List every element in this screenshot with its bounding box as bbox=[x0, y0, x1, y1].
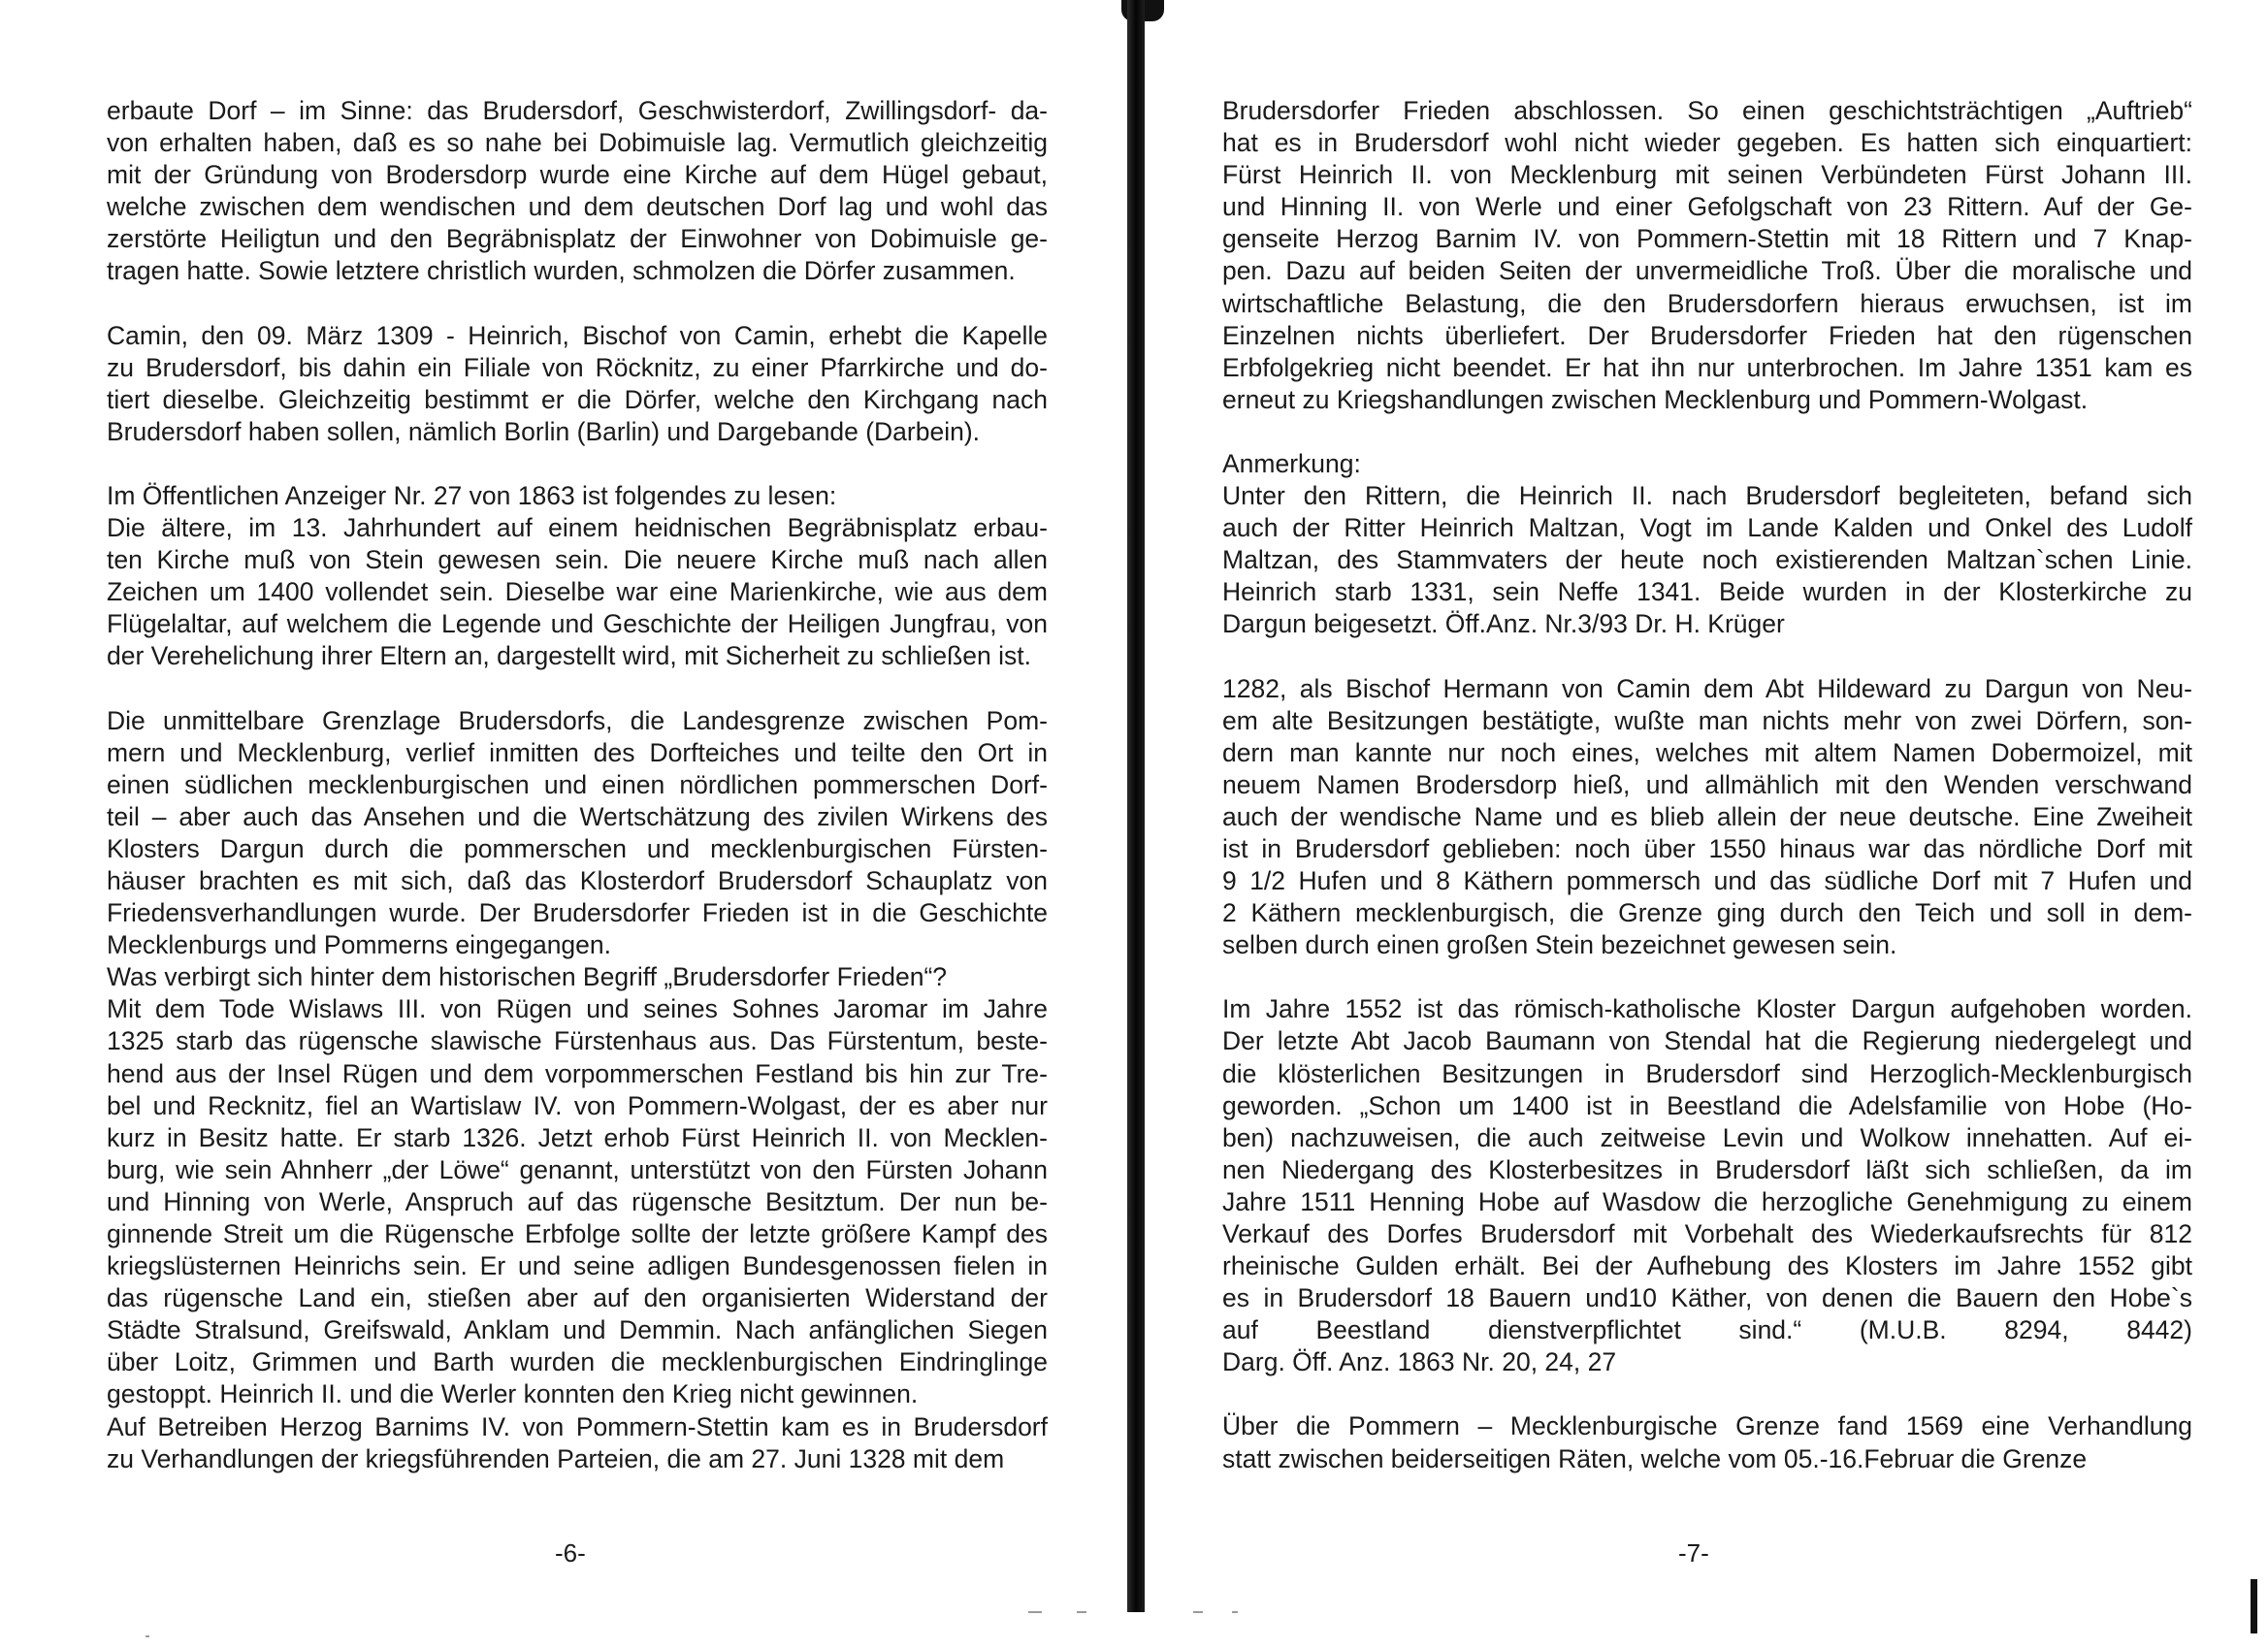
text-line: gestoppt. Heinrich II. und die Werler konnten den Krieg nicht gewinnen. bbox=[107, 1379, 919, 1409]
paragraph bbox=[1222, 1410, 2192, 1474]
text-line: das rügensche Land ein, stießen aber auf den organisierten Widerstand der bbox=[107, 1283, 1048, 1313]
text-line: auch der wendische Name und es blieb allein der neue deutsche. Eine Zweiheit bbox=[1222, 801, 2192, 831]
paragraph bbox=[1222, 95, 2192, 416]
text-line: 1282, als Bischof Hermann von Camin dem Abt Hildeward zu Dargun von Neu- bbox=[1222, 673, 2192, 703]
text-line: bel und Recknitz, fiel an Wartislaw IV. von Pommern-Wolgast, der es aber nur bbox=[107, 1090, 1048, 1120]
left-page bbox=[0, 0, 1133, 1649]
text-line: häuser brachten es mit sich, daß das Klosterdorf Brudersdorf Schauplatz von bbox=[107, 865, 1048, 895]
text-line: 9 1/2 Hufen und 8 Käthern pommersch und das südliche Dorf mit 7 Hufen und bbox=[1222, 866, 2192, 896]
text-line: kurz in Besitz hatte. Er starb 1326. Jetzt erhob Fürst Heinrich II. von Mecklen- bbox=[107, 1122, 1048, 1152]
text-line: und Hinning II. von Werle und einer Gefolgschaft von 23 Rittern. Auf der Ge- bbox=[1222, 192, 2192, 222]
text-line: Anmerkung: bbox=[1222, 448, 1361, 478]
text-line: geworden. „Schon um 1400 ist in Beestland die Adelsfamilie von Hobe (Ho- bbox=[1222, 1090, 2192, 1120]
text-line: welche zwischen dem wendischen und dem deutschen Dorf lag und wohl das bbox=[107, 192, 1048, 222]
text-line: Friedensverhandlungen wurde. Der Brudersdorfer Frieden ist in die Geschichte bbox=[107, 898, 1048, 928]
text-line: mit der Gründung von Brodersdorp wurde eine Kirche auf dem Hügel gebaut, bbox=[107, 160, 1048, 190]
paragraph bbox=[1222, 993, 2192, 1378]
text-line: Auf Betreiben Herzog Barnims IV. von Pommern-Stettin kam es in Brudersdorf bbox=[107, 1411, 1048, 1441]
text-line: Die unmittelbare Grenzlage Brudersdorfs, die Landesgrenze zwischen Pom- bbox=[107, 705, 1048, 735]
text-line: genseite Herzog Barnim IV. von Pommern-Stettin mit 18 Rittern und 7 Knap- bbox=[1222, 224, 2192, 254]
text-line: Jahre 1511 Henning Hobe auf Wasdow die herzogliche Genehmigung zu einem bbox=[1222, 1186, 2192, 1216]
text-line: zu Brudersdorf, bis dahin ein Filiale von Röcknitz, zu einer Pfarrkirche und do- bbox=[107, 352, 1048, 382]
paragraph bbox=[107, 480, 1048, 673]
page-number-right: -7- bbox=[1678, 1538, 1709, 1568]
text-line: Fürst Heinrich II. von Mecklenburg mit seinen Verbündeten Fürst Johann III. bbox=[1222, 160, 2192, 190]
left-page-text bbox=[107, 95, 1048, 1475]
text-line: tiert dieselbe. Gleichzeitig bestimmt er die Dörfer, welche den Kirchgang nach bbox=[107, 384, 1048, 414]
text-line: Unter den Rittern, die Heinrich II. nach Brudersdorf begleiteten, befand sich bbox=[1222, 481, 2192, 511]
text-line: statt zwischen beiderseitigen Räten, welche vom 05.-16.Februar die Grenze bbox=[1222, 1443, 2088, 1473]
text-line: Was verbirgt sich hinter dem historischen Begriff „Brudersdorfer Frieden“? bbox=[107, 962, 948, 992]
text-line: Verkauf des Dorfes Brudersdorf mit Vorbehalt des Wiederkaufsrechts für 812 bbox=[1222, 1219, 2192, 1248]
text-line: Im Öffentlichen Anzeiger Nr. 27 von 1863 ist folgendes zu lesen: bbox=[107, 480, 837, 510]
text-line: ben) nachzuweisen, die auch zeitweise Levin und Wolkow innehatten. Auf ei- bbox=[1222, 1122, 2192, 1152]
text-line: zu Verhandlungen der kriegsführenden Parteien, die am 27. Juni 1328 mit dem bbox=[107, 1443, 1005, 1473]
text-line: wirtschaftliche Belastung, die den Brudersdorfern hieraus erwuchsen, ist im bbox=[1222, 288, 2192, 318]
text-line: selben durch einen großen Stein bezeichnet gewesen sein. bbox=[1222, 930, 1897, 960]
text-line: Der letzte Abt Jacob Baumann von Stendal hat die Regierung niedergelegt und bbox=[1222, 1026, 2192, 1056]
text-line: ten Kirche muß von Stein gewesen sein. Die neuere Kirche muß nach allen bbox=[107, 545, 1048, 575]
paragraph bbox=[107, 320, 1048, 448]
book-spine bbox=[1127, 0, 1145, 1612]
right-page-text bbox=[1222, 95, 2192, 1475]
text-line: nen Niedergang des Klosterbesitzes in Brudersdorf läßt sich schließen, da im bbox=[1222, 1154, 2192, 1184]
text-line: mern und Mecklenburg, verlief inmitten des Dorfteiches und teilte den Ort in bbox=[107, 737, 1048, 767]
text-line: ist in Brudersdorf geblieben: noch über 1550 hinaus war das nördliche Dorf mit bbox=[1222, 833, 2192, 863]
text-line: erbaute Dorf – im Sinne: das Brudersdorf, Geschwisterdorf, Zwillingsdorf- da- bbox=[107, 96, 1048, 125]
scan-edge-mark bbox=[2251, 1579, 2257, 1633]
text-line: Klosters Dargun durch die pommerschen und mecklenburgischen Fürsten- bbox=[107, 833, 1048, 863]
paragraph bbox=[1222, 448, 2192, 641]
text-line: kriegslüsternen Heinrichs sein. Er und seine adligen Bundesgenossen fielen in bbox=[107, 1251, 1048, 1281]
text-line: Erbfolgekrieg nicht beendet. Er hat ihn nur unterbrochen. Im Jahre 1351 kam es bbox=[1222, 352, 2192, 382]
text-line: 1325 starb das rügensche slawische Fürstenhaus aus. Das Fürstentum, beste- bbox=[107, 1026, 1048, 1056]
text-line: die klösterlichen Besitzungen in Brudersdorf sind Herzoglich-Mecklenburgisch bbox=[1222, 1058, 2192, 1088]
text-line: Dargun beigesetzt. Öff.Anz. Nr.3/93 Dr. H. Krüger bbox=[1222, 609, 1785, 639]
text-line: rheinische Gulden erhält. Bei der Aufhebung des Klosters im Jahre 1552 gibt bbox=[1222, 1251, 2192, 1281]
text-line: Camin, den 09. März 1309 - Heinrich, Bischof von Camin, erhebt die Kapelle bbox=[107, 320, 1048, 350]
text-line: es in Brudersdorf 18 Bauern und10 Käther, von denen die Bauern den Hobe`s bbox=[1222, 1283, 2192, 1313]
scan-speck bbox=[1193, 1611, 1203, 1613]
text-line: Einzelnen nichts überliefert. Der Brudersdorfer Frieden hat den rügenschen bbox=[1222, 320, 2192, 350]
text-line: erneut zu Kriegshandlungen zwischen Mecklenburg und Pommern-Wolgast. bbox=[1222, 384, 2089, 414]
text-line: auch der Ritter Heinrich Maltzan, Vogt im Lande Kalden und Onkel des Ludolf bbox=[1222, 513, 2192, 543]
scan-speck bbox=[1232, 1611, 1238, 1613]
text-line: der Verehelichung ihrer Eltern an, dargestellt wird, mit Sicherheit zu schließen ist. bbox=[107, 641, 1031, 671]
text-line: von erhalten haben, daß es so nahe bei Dobimuisle lag. Vermutlich gleichzeitig bbox=[107, 128, 1048, 158]
paragraph bbox=[1222, 673, 2192, 962]
text-line: 2 Käthern mecklenburgisch, die Grenze ging durch den Teich und soll in dem- bbox=[1222, 898, 2192, 928]
right-page bbox=[1164, 0, 2268, 1649]
paragraph bbox=[107, 705, 1048, 1475]
text-line: Städte Stralsund, Greifswald, Anklam und Demmin. Nach anfänglichen Siegen bbox=[107, 1315, 1048, 1345]
text-line: über Loitz, Grimmen und Barth wurden die mecklenburgischen Eindringlinge bbox=[107, 1347, 1048, 1377]
text-line: ginnende Streit um die Rügensche Erbfolge sollte der letzte größere Kampf des bbox=[107, 1219, 1048, 1248]
text-line: Mit dem Tode Wislaws III. von Rügen und seines Sohnes Jaromar im Jahre bbox=[107, 994, 1048, 1024]
text-line: Heinrich starb 1331, sein Neffe 1341. Beide wurden in der Klosterkirche zu bbox=[1222, 577, 2192, 607]
text-line: Darg. Öff. Anz. 1863 Nr. 20, 24, 27 bbox=[1222, 1347, 1617, 1377]
text-line: hend aus der Insel Rügen und dem vorpommerschen Festland bis hin zur Tre- bbox=[107, 1058, 1048, 1088]
text-line: hat es in Brudersdorf wohl nicht wieder gegeben. Es hatten sich einquartiert: bbox=[1222, 128, 2192, 158]
scan-speck bbox=[1028, 1611, 1042, 1613]
text-line: Mecklenburgs und Pommerns eingegangen. bbox=[107, 930, 612, 960]
text-line: Brudersdorfer Frieden abschlossen. So einen geschichtsträchtigen „Auftrieb“ bbox=[1222, 96, 2192, 125]
text-line: teil – aber auch das Ansehen und die Wertschätzung des zivilen Wirkens des bbox=[107, 801, 1048, 831]
text-line: Im Jahre 1552 ist das römisch-katholische Kloster Dargun aufgehoben worden. bbox=[1222, 994, 2192, 1024]
text-line: pen. Dazu auf beiden Seiten der unvermeidliche Troß. Über die moralische und bbox=[1222, 256, 2192, 286]
text-line: einen südlichen mecklenburgischen und einen nördlichen pommerschen Dorf- bbox=[107, 769, 1048, 799]
text-line: Maltzan, des Stammvaters der heute noch existierenden Maltzan`schen Linie. bbox=[1222, 545, 2192, 575]
paragraph bbox=[107, 95, 1048, 288]
text-line: Über die Pommern – Mecklenburgische Grenze fand 1569 eine Verhandlung bbox=[1222, 1411, 2192, 1441]
scan-speck bbox=[146, 1635, 149, 1637]
text-line: em alte Besitzungen bestätigte, wußte man nichts mehr von zwei Dörfern, son- bbox=[1222, 705, 2192, 735]
text-line: zerstörte Heiligtun und den Begräbnisplatz der Einwohner von Dobimuisle ge- bbox=[107, 224, 1048, 254]
text-line: Die ältere, im 13. Jahrhundert auf einem heidnischen Begräbnisplatz erbau- bbox=[107, 513, 1048, 543]
text-line: Brudersdorf haben sollen, nämlich Borlin (Barlin) und Dargebande (Darbein). bbox=[107, 416, 981, 446]
page-number-left: -6- bbox=[555, 1538, 586, 1568]
text-line: Zeichen um 1400 vollendet sein. Dieselbe war eine Marienkirche, wie aus dem bbox=[107, 577, 1048, 607]
scan-speck bbox=[1077, 1611, 1086, 1613]
text-line: burg, wie sein Ahnherr „der Löwe“ genannt, unterstützt von den Fürsten Johann bbox=[107, 1154, 1048, 1184]
text-line: tragen hatte. Sowie letztere christlich wurden, schmolzen die Dörfer zusammen. bbox=[107, 256, 1016, 286]
text-line: neuem Namen Brodersdorp hieß, und allmählich mit den Wenden verschwand bbox=[1222, 769, 2192, 799]
text-line: auf Beestland dienstverpflichtet sind.“ (M.U.B. 8294, 8442) bbox=[1222, 1315, 2192, 1345]
text-line: und Hinning von Werle, Anspruch auf das rügensche Besitztum. Der nun be- bbox=[107, 1186, 1048, 1216]
text-line: dern man kannte nur noch eines, welches mit altem Namen Dobermoizel, mit bbox=[1222, 737, 2192, 767]
text-line: Flügelaltar, auf welchem die Legende und Geschichte der Heiligen Jungfrau, von bbox=[107, 609, 1048, 639]
